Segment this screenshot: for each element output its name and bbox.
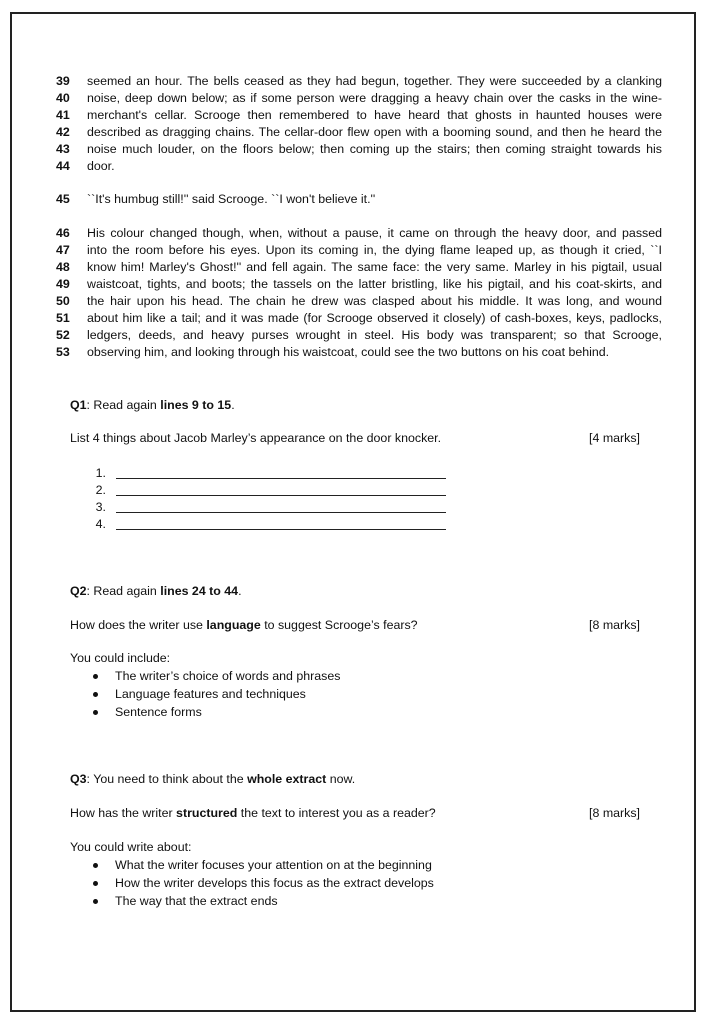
q2-heading	[70, 583, 640, 600]
line-text: His colour changed though, when, without a pause, it came on through the heavy door, and passed	[87, 226, 662, 240]
extract-line	[56, 259, 662, 276]
line-number: 42	[56, 125, 70, 139]
bullet-item: The way that the extract ends	[90, 892, 434, 910]
q1-marks: [4 marks]	[589, 431, 640, 445]
line-text: ledgers, deeds, and heavy purses wrought in steel. His body was transparent; so that Scrooge,	[87, 328, 662, 342]
q2-task-bold: language	[206, 618, 261, 632]
q3-marks: [8 marks]	[589, 806, 640, 820]
extract-line	[56, 293, 662, 310]
extract-line	[56, 327, 662, 344]
q3-task	[70, 805, 640, 822]
q1-post: .	[231, 398, 235, 412]
q1-task-text: List 4 things about Jacob Marley’s appearance on the door knocker.	[70, 431, 442, 445]
line-text: seemed an hour. The bells ceased as they had begun, together. They were succeeded by a clanking	[87, 74, 662, 88]
extract-line	[56, 310, 662, 327]
answer-rule	[116, 529, 446, 530]
q3-task-post: the text to interest you as a reader?	[237, 806, 436, 820]
q3-label: Q3	[70, 772, 87, 786]
line-number: 52	[56, 328, 70, 342]
extract-line	[56, 225, 662, 242]
line-number: 49	[56, 277, 70, 291]
bullet-item: Language features and techniques	[90, 685, 340, 703]
q2-lines: lines 24 to 44	[160, 584, 239, 598]
line-text: noise, deep down below; as if some person were dragging a heavy chain over the casks in the wine-	[87, 91, 662, 105]
answer-rule	[116, 512, 446, 513]
q2-task-pre: How does the writer use	[70, 618, 207, 632]
line-text: the hair upon his head. The chain he drew was clasped about his middle. It was long, and wound	[87, 294, 662, 308]
line-text: door.	[87, 159, 115, 173]
extract-line	[56, 158, 662, 175]
line-text: described as dragging chains. The cellar-door flew open with a booming sound, and then he heard the	[87, 125, 662, 139]
q2-label: Q2	[70, 584, 87, 598]
answer-number: 2.	[95, 483, 106, 497]
q2-task	[70, 617, 640, 634]
q2-pre: : Read again	[86, 584, 161, 598]
q2-post: .	[238, 584, 242, 598]
q1-task	[70, 430, 640, 447]
bullet-item: The writer’s choice of words and phrases	[90, 667, 340, 685]
extract-line	[56, 242, 662, 259]
q3-pre: : You need to think about the	[86, 772, 248, 786]
answer-number: 1.	[95, 466, 106, 480]
q3-heading	[70, 771, 640, 788]
q2-marks: [8 marks]	[589, 618, 640, 632]
line-number: 47	[56, 243, 70, 257]
line-number: 48	[56, 260, 70, 274]
extract-line	[56, 107, 662, 124]
q3-post: now.	[326, 772, 356, 786]
line-number: 43	[56, 142, 70, 156]
bullet-item: What the writer focuses your attention on at the beginning	[90, 856, 434, 874]
q3-bullets	[90, 856, 434, 910]
q1-label: Q1	[70, 398, 87, 412]
answer-number: 3.	[95, 500, 106, 514]
line-number: 53	[56, 345, 70, 359]
answer-rule	[116, 495, 446, 496]
q3-task-pre: How has the writer	[70, 806, 177, 820]
q2-task-post: to suggest Scrooge’s fears?	[260, 618, 418, 632]
q1-lines: lines 9 to 15	[160, 398, 232, 412]
q1-pre: : Read again	[86, 398, 161, 412]
line-text: merchant's cellar. Scrooge then remembered to have heard that ghosts in haunted houses were	[87, 108, 662, 122]
line-text: noise much louder, on the floors below; then coming up the stairs; then coming straight towards his	[87, 142, 662, 156]
q3-include-label: You could write about:	[70, 840, 192, 854]
line-text: observing him, and looking through his waistcoat, could see the two buttons on his coat behind.	[87, 345, 610, 359]
extract-line	[56, 344, 662, 361]
line-number: 39	[56, 74, 70, 88]
line-number: 45	[56, 192, 70, 206]
extract-text	[56, 73, 662, 361]
line-number: 51	[56, 311, 70, 325]
line-number: 46	[56, 226, 70, 240]
extract-line	[56, 124, 662, 141]
line-number: 44	[56, 159, 70, 173]
extract-line	[56, 191, 662, 208]
q2-include-label: You could include:	[70, 651, 171, 665]
q3-bold: whole extract	[247, 772, 327, 786]
line-number: 40	[56, 91, 70, 105]
line-text: know him! Marley's Ghost!'' and fell again. The same face: the very same. Marley in his pigtail, usual	[87, 260, 662, 274]
bullet-item: Sentence forms	[90, 703, 340, 721]
line-text: ``It's humbug still!'' said Scrooge. ``I won't believe it.''	[87, 192, 376, 206]
bullet-item: How the writer develops this focus as the extract develops	[90, 874, 434, 892]
q3-task-bold: structured	[176, 806, 238, 820]
extract-line	[56, 141, 662, 158]
answer-number: 4.	[95, 517, 106, 531]
line-number: 50	[56, 294, 70, 308]
extract-line	[56, 276, 662, 293]
q2-bullets	[90, 667, 340, 721]
extract-line	[56, 90, 662, 107]
answer-rule	[116, 478, 446, 479]
line-number: 41	[56, 108, 70, 122]
q1-heading	[70, 397, 640, 414]
line-text: waistcoat, tights, and boots; the tassels on the latter bristling, like his pigtail, and his coat-skirts, and	[87, 277, 662, 291]
line-text: about him like a tail; and it was made (for Scrooge observed it closely) of cash-boxes, keys, padlocks,	[87, 311, 662, 325]
line-text: into the room before his eyes. Upon its coming in, the dying flame leaped up, as though it cried, ``I	[87, 243, 662, 257]
extract-line	[56, 73, 662, 90]
